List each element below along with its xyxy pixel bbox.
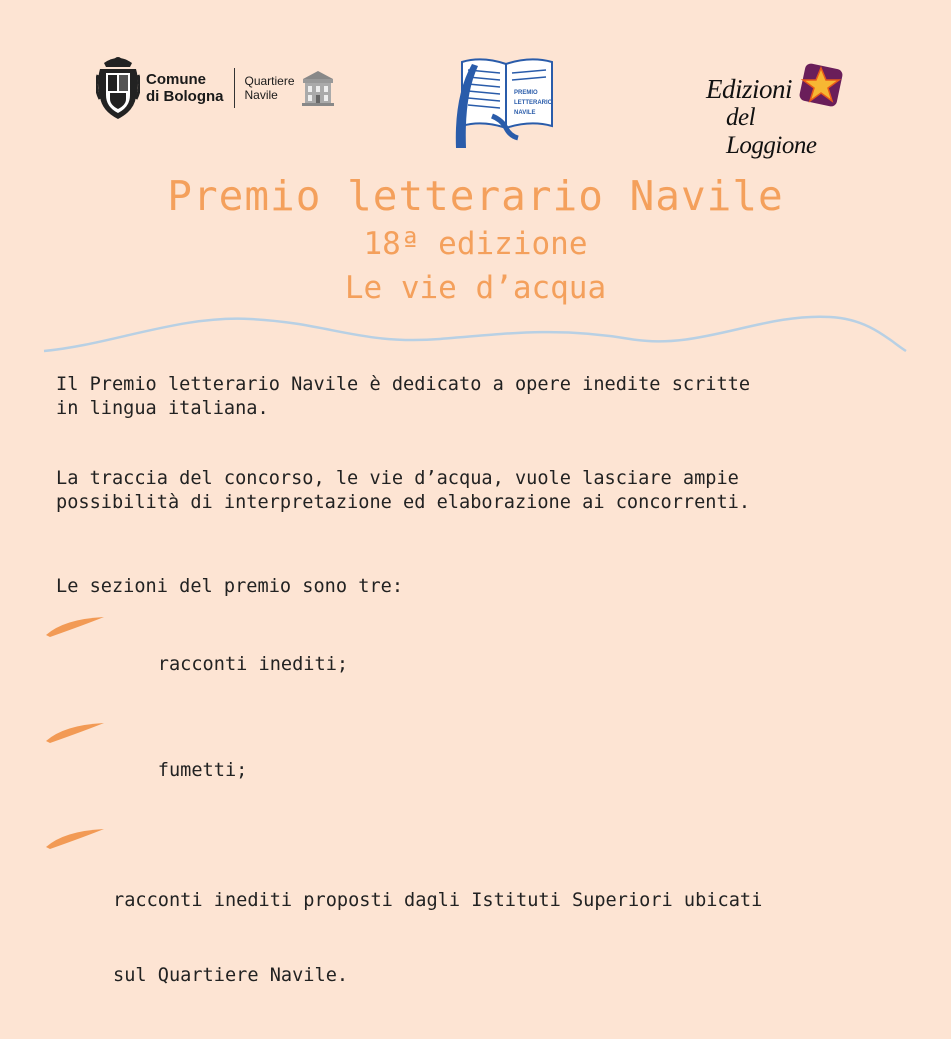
- book-label-line1: PREMIO: [514, 90, 538, 96]
- logo-separator: [234, 68, 235, 108]
- theme-line1: La traccia del concorso, le vie d’acqua, vuole lasciare ampie: [56, 468, 739, 489]
- intro-paragraph: [56, 373, 750, 421]
- section-item-text: racconti inediti proposti dagli Istituti Superiori ubicati: [113, 890, 763, 911]
- theme-line2: possibilità di interpretazione ed elaborazione ai concorrenti.: [56, 492, 751, 513]
- main-title: Premio letterario Navile: [167, 172, 784, 220]
- quartiere-name: [245, 74, 295, 102]
- comune-line2: di Bologna: [146, 88, 224, 105]
- star-icon: [798, 62, 844, 108]
- brush-bullet-icon: [44, 827, 106, 849]
- brush-bullet-icon: [44, 721, 106, 743]
- coat-of-arms-icon: [96, 53, 140, 123]
- book-label-line2: LETTERARIO: [514, 100, 553, 106]
- wave-divider: [40, 305, 910, 355]
- section-item-text-continued: sul Quartiere Navile.: [113, 965, 349, 986]
- comune-name: [146, 71, 224, 105]
- book-label-line3: NAVILE: [514, 110, 536, 116]
- intro-line2: in lingua italiana.: [56, 398, 269, 419]
- list-item: [0, 605, 951, 701]
- theme-subtitle: Le vie d’acqua: [344, 270, 607, 306]
- theme-paragraph: [56, 467, 750, 515]
- list-item: [0, 711, 951, 807]
- building-icon: [301, 69, 335, 107]
- open-book-logo-icon: [452, 56, 562, 152]
- edizioni-loggione-logo: [700, 62, 850, 159]
- sections-list: [0, 605, 951, 1039]
- logos-header: [0, 0, 951, 160]
- quartiere-line2: Navile: [244, 88, 278, 102]
- section-item-text: fumetti;: [157, 760, 248, 781]
- quartiere-line1: Quartiere: [244, 74, 295, 88]
- sections-intro: Le sezioni del premio sono tre:: [56, 576, 404, 597]
- edizioni-line2: del Loggione: [726, 104, 817, 159]
- intro-line1: Il Premio letterario Navile è dedicato a opere inedite scritte: [56, 374, 751, 395]
- list-item: [0, 817, 951, 1039]
- brush-bullet-icon: [44, 615, 106, 637]
- section-item-text: racconti inediti;: [157, 654, 349, 675]
- comune-bologna-logo: [96, 52, 335, 124]
- comune-line1: Comune: [146, 71, 206, 88]
- edition-subtitle: 18ª edizione: [363, 226, 588, 262]
- edizioni-line1: Edizioni: [706, 74, 793, 104]
